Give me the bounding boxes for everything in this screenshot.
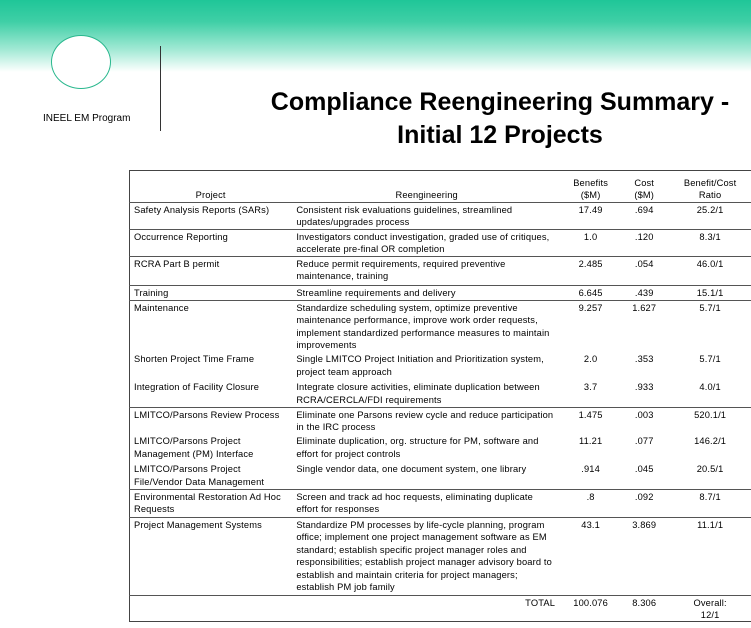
- table-row: [129, 489, 751, 517]
- header-divider: [160, 46, 161, 131]
- col-header-benefits: [561, 170, 619, 202]
- row-cost: .054: [619, 256, 668, 285]
- program-label: INEEL EM Program: [43, 113, 131, 124]
- col-header-cost: [619, 170, 668, 202]
- row-benefits: 1.0: [561, 229, 619, 256]
- row-reengineering: Standardize PM processes by life-cycle planning, program office; implement one project management software as EM standard; establish specific project manager roles and responsibilities; establish project manager advisory board to establish and maintain criteria for project managers; establish PM job family: [291, 517, 561, 595]
- row-ratio: 520.1/1: [668, 407, 751, 434]
- row-cost: .077: [634, 436, 654, 446]
- row-benefits: 43.1: [561, 517, 619, 595]
- row-benefits: 6.645: [561, 285, 619, 300]
- row-project: LMITCO/Parsons Project Management (PM) Interface: [134, 436, 254, 459]
- row-benefits: .8: [561, 489, 619, 517]
- col-header-benefits-l1: Benefits: [573, 177, 608, 188]
- row-project: Safety Analysis Reports (SARs): [129, 202, 291, 229]
- row-ratio: 46.0/1: [668, 256, 751, 285]
- row-project: RCRA Part B permit: [129, 256, 291, 285]
- row-project: Environmental Restoration Ad Hoc Requests: [129, 489, 291, 517]
- row-ratio: 5.7/1: [699, 354, 721, 364]
- summary-table: [129, 170, 751, 623]
- row-project: Shorten Project Time Frame: [134, 354, 255, 364]
- row-ratio: 5.7/1: [668, 300, 751, 352]
- header-gradient-band: [0, 0, 751, 72]
- table-row: [129, 300, 751, 352]
- row-benefits: 2.0: [583, 354, 598, 364]
- row-project: Integration of Facility Closure: [134, 382, 260, 392]
- table-row: [129, 285, 751, 300]
- row-reengineering: Consistent risk evaluations guidelines, streamlined updates/upgrades process: [291, 202, 561, 229]
- row-ratio: 11.1/1: [668, 517, 751, 595]
- row-reengineering: Screen and track ad hoc requests, eliminating duplicate effort for responses: [291, 489, 561, 517]
- row-project: LMITCO/Parsons Project File/Vendor Data Management: [134, 464, 265, 487]
- total-label: TOTAL: [291, 595, 561, 623]
- table-row: [129, 352, 751, 380]
- row-benefits: .914: [581, 464, 600, 474]
- row-benefits: 11.21: [578, 436, 603, 446]
- row-project: Project Management Systems: [129, 517, 291, 595]
- row-benefits: 9.257: [561, 300, 619, 352]
- table-row: [129, 434, 751, 462]
- table-row: [129, 407, 751, 434]
- col-header-benefits-l2: ($M): [580, 190, 601, 200]
- row-cost: .353: [634, 354, 654, 364]
- table-header-row: [129, 170, 751, 202]
- row-reengineering: Eliminate duplication, org. structure for PM, software and effort for project controls: [296, 436, 539, 459]
- row-benefits: 1.475: [561, 407, 619, 434]
- col-header-project: Project: [195, 190, 226, 200]
- col-header-ratio: [668, 170, 751, 202]
- table-row: [129, 462, 751, 489]
- title-line-1: Compliance Reengineering Summary -: [270, 88, 730, 116]
- col-header-ratio-l1: Benefit/Cost: [683, 177, 737, 188]
- row-reengineering: Reduce permit requirements, required preventive maintenance, training: [291, 256, 561, 285]
- program-logo-oval: [51, 35, 111, 89]
- row-ratio: 8.3/1: [668, 229, 751, 256]
- row-cost: .092: [619, 489, 668, 517]
- table-row: [129, 517, 751, 595]
- row-ratio: 8.7/1: [668, 489, 751, 517]
- col-header-reengineering: Reengineering: [395, 190, 458, 200]
- row-cost: 3.869: [619, 517, 668, 595]
- row-project: Maintenance: [129, 300, 291, 352]
- row-benefits: 17.49: [561, 202, 619, 229]
- total-spacer: [129, 595, 291, 623]
- col-header-cost-l1: Cost: [634, 177, 655, 188]
- row-project: LMITCO/Parsons Review Process: [129, 407, 291, 434]
- row-project: Training: [129, 285, 291, 300]
- table-row: [129, 380, 751, 407]
- row-project: Occurrence Reporting: [129, 229, 291, 256]
- total-ratio: [668, 595, 751, 623]
- row-cost: .933: [634, 382, 654, 392]
- row-benefits: 3.7: [583, 382, 598, 392]
- col-header-cost-l2: ($M): [634, 190, 655, 200]
- row-reengineering: Streamline requirements and delivery: [291, 285, 561, 300]
- row-ratio: 20.5/1: [696, 464, 724, 474]
- col-header-ratio-l2: Ratio: [698, 190, 722, 200]
- row-cost: .003: [619, 407, 668, 434]
- title-line-2: Initial 12 Projects: [397, 121, 603, 149]
- total-benefits: 100.076: [561, 595, 619, 623]
- row-reengineering: Standardize scheduling system, optimize preventive maintenance performance, improve work order requests, implement standardized performance measures to maintain improvements: [291, 300, 561, 352]
- row-cost: .694: [619, 202, 668, 229]
- total-ratio-l2: 12/1: [700, 610, 720, 620]
- row-cost: .045: [634, 464, 654, 474]
- row-ratio: 4.0/1: [699, 382, 721, 392]
- table-row: [129, 256, 751, 285]
- row-cost: .120: [619, 229, 668, 256]
- row-ratio: 146.2/1: [694, 436, 727, 446]
- row-reengineering: Eliminate one Parsons review cycle and reduce participation in the IRC process: [291, 407, 561, 434]
- page-title: [190, 86, 751, 152]
- row-ratio: 25.2/1: [668, 202, 751, 229]
- row-reengineering: Single LMITCO Project Initiation and Prioritization system, project team approach: [296, 354, 544, 377]
- row-reengineering: Integrate closure activities, eliminate duplication between RCRA/CERCLA/FDI requirements: [296, 382, 540, 405]
- row-cost: .439: [619, 285, 668, 300]
- row-reengineering: Single vendor data, one document system, one library: [296, 464, 527, 474]
- row-cost: 1.627: [619, 300, 668, 352]
- table-row: [129, 229, 751, 256]
- row-reengineering: Investigators conduct investigation, graded use of critiques, accelerate pre-final OR completion: [291, 229, 561, 256]
- total-ratio-l1: Overall:: [693, 597, 727, 608]
- total-cost: 8.306: [619, 595, 668, 623]
- row-ratio: 15.1/1: [668, 285, 751, 300]
- row-benefits: 2.485: [561, 256, 619, 285]
- table-row: [129, 202, 751, 229]
- table-total-row: [129, 595, 751, 623]
